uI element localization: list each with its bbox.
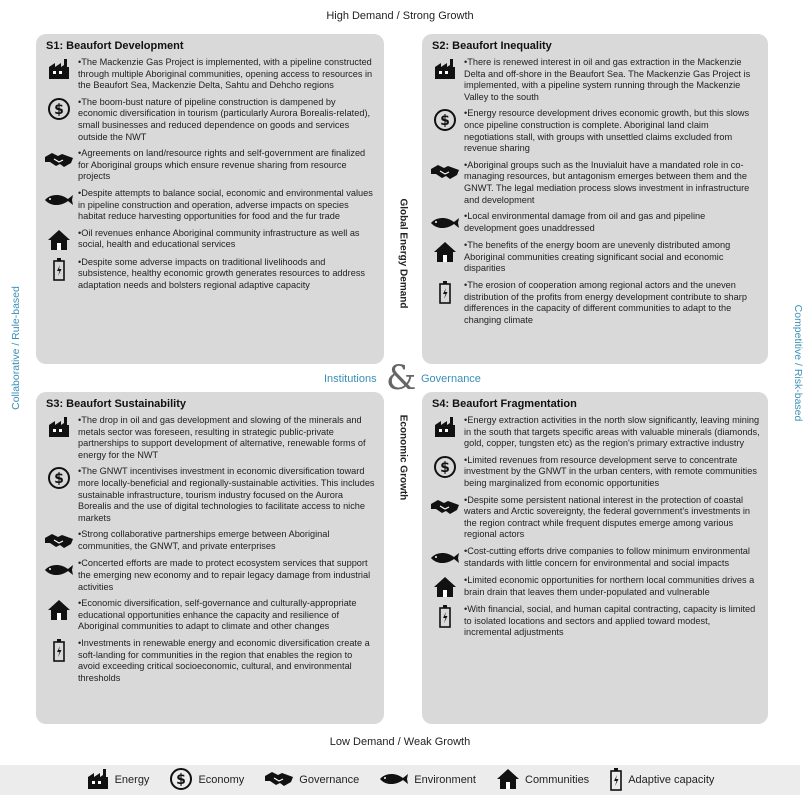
governance-icon xyxy=(430,495,460,519)
scenario-item xyxy=(44,466,376,524)
governance-icon xyxy=(44,529,74,553)
scenario-item xyxy=(430,415,760,450)
scenario-item xyxy=(44,257,376,292)
scenario-item xyxy=(430,495,760,541)
scenario-item xyxy=(430,240,760,275)
scenario-item xyxy=(430,604,760,639)
axis-label-right: Competitive / Risk-based xyxy=(792,304,804,422)
energy-icon xyxy=(430,415,460,439)
scenario-item-text: • With financial, social, and human capital contracting, capacity is limited to isolated locations and sectors and applied toward modest, incremental adjustments xyxy=(464,604,760,639)
scenario-item-text: • Oil revenues enhance Aboriginal community infrastructure as well as social, health and educational services xyxy=(78,228,376,251)
legend-item xyxy=(264,769,359,792)
quadrant-s3 xyxy=(36,392,384,724)
economy-icon xyxy=(44,97,74,121)
scenario-item-text: • Despite attempts to balance social, economic and environmental values in pipeline construction and operation, adverse impacts on species habitat reduce harvesting opportunities for food and the fur trade xyxy=(78,188,376,223)
economy-icon xyxy=(430,455,460,479)
legend-item xyxy=(169,767,244,794)
scenario-item-text: • Economic diversification, self-governance and culturally-appropriate educational opportunities enhance the capacity and resilience of Aboriginal communities to adapt to climate and other changes xyxy=(78,598,376,633)
scenario-item-text: • Cost-cutting efforts drive companies to follow minimum environmental standards with little concern for environmental and social impacts xyxy=(464,546,760,569)
svg-text:$: $ xyxy=(176,771,187,788)
svg-text:$: $ xyxy=(440,113,450,130)
scenario-item xyxy=(44,415,376,461)
adaptive-icon xyxy=(430,280,460,304)
center-axis-top: Global Energy Demand xyxy=(397,198,409,309)
governance-icon xyxy=(264,769,294,792)
quadrant-title: S2: Beaufort Inequality xyxy=(432,40,552,52)
svg-text:$: $ xyxy=(440,459,450,476)
quadrant-s1 xyxy=(36,34,384,364)
legend xyxy=(0,765,800,795)
scenario-item xyxy=(430,160,760,206)
scenario-item-text: • Investments in renewable energy and economic diversification create a soft-landing for communities in the region that enables the region to avoid exceeding critical socioeconomic, cultural, and environmental thresholds xyxy=(78,638,376,684)
scenario-item xyxy=(430,108,760,154)
scenario-item xyxy=(44,148,376,183)
scenario-item xyxy=(44,228,376,252)
scenario-item xyxy=(430,575,760,599)
scenario-item-text: • Aboriginal groups such as the Inuvialuit have a mandated role in co-managing resources, but antagonism emerges between them and the GNWT. The legal mediation process slows investment in infrastructure and development xyxy=(464,160,760,206)
scenario-item-text: • Energy resource development drives economic growth, but this slows once pipeline construction is complete. Aboriginal land claim negotiations stall, with groups with unsettled claims excluded from revenue sharing xyxy=(464,108,760,154)
scenario-item xyxy=(44,188,376,223)
scenario-item-text: • The boom-bust nature of pipeline construction is dampened by economic diversification in tourism (particularly Aurora Borealis-related), small businesses and reduced dependence on goods and services outside the NWT xyxy=(78,97,376,143)
scenario-item-text: • Limited economic opportunities for northern local communities drives a brain drain that leaves them under-populated and vulnerable xyxy=(464,575,760,598)
scenario-item xyxy=(430,211,760,235)
scenario-item xyxy=(44,598,376,633)
scenario-item xyxy=(430,280,760,326)
scenario-item xyxy=(430,546,760,570)
environment-icon xyxy=(379,771,409,790)
communities-icon xyxy=(44,228,74,252)
environment-icon xyxy=(44,558,74,582)
axis-label-top: High Demand / Strong Growth xyxy=(326,10,474,22)
scenario-item xyxy=(430,57,760,103)
axis-label-left: Collaborative / Rule-based xyxy=(10,286,22,410)
adaptive-icon xyxy=(609,767,623,794)
communities-icon xyxy=(44,598,74,622)
scenario-item-text: • Despite some persistent national interest in the protection of coastal waters and Arctic sovereignty, the federal government's investments in the region contract while frequent disputes emerge among various regional actors xyxy=(464,495,760,541)
legend-label: Adaptive capacity xyxy=(628,774,715,786)
scenario-item-text: • Limited revenues from resource development serve to concentrate investment by the GNWT in the urban centers, with remote communities being marginalized from economic opportunities xyxy=(464,455,760,490)
scenario-item-text: • The erosion of cooperation among regional actors and the uneven distribution of the profits from energy development contribute to sharp differences in the capacity of different communities to adapt to the changing climate xyxy=(464,280,760,326)
communities-icon xyxy=(430,240,460,264)
energy-icon xyxy=(44,415,74,439)
scenario-item-text: • Agreements on land/resource rights and self-government are finalized for Aboriginal groups which ensure revenue sharing from resource projects xyxy=(78,148,376,183)
communities-icon xyxy=(496,768,520,793)
adaptive-icon xyxy=(44,257,74,281)
energy-icon xyxy=(44,57,74,81)
center-axis-bottom: Economic Growth xyxy=(397,414,409,501)
scenario-item-text: • Energy extraction activities in the north slow significantly, leaving mining in the south that targets specific areas with valuable minerals (diamonds, gold, copper, tungsten etc) as the region's primary extractive industry xyxy=(464,415,760,450)
scenario-item-text: • Despite some adverse impacts on traditional livelihoods and subsistence, healthy economic growth generates resources to address adaptation needs and bolsters regional adaptive capacity xyxy=(78,257,376,292)
environment-icon xyxy=(430,546,460,570)
scenario-item-text: • There is renewed interest in oil and gas extraction in the Mackenzie Delta and off-shore in the Beaufort Sea. The Mackenzie Gas Project is implemented, with a pipeline system running through the Mackenzie Valley to the south xyxy=(464,57,760,103)
scenario-item xyxy=(44,97,376,143)
environment-icon xyxy=(44,188,74,212)
quadrant-s4 xyxy=(422,392,768,724)
governance-icon xyxy=(430,160,460,184)
legend-item xyxy=(609,767,714,794)
scenario-item-text: • The GNWT incentivises investment in economic diversification toward more locally-beneficial and regionally-sustainable activities. This includes sustainable infrastructure, tourism industry focused on the Aurora Borealis and the use of digital technologies to facilitate access to niche markets xyxy=(78,466,376,524)
center-axis-left: Institutions xyxy=(324,373,377,385)
energy-icon xyxy=(86,768,110,793)
scenario-item-text: • The drop in oil and gas development and slowing of the minerals and metals sector was foreseen, resulting in strategic public-private partnerships to support development of alternative, renewable forms of energy for the NWT xyxy=(78,415,376,461)
quadrant-title: S4: Beaufort Fragmentation xyxy=(432,398,577,410)
scenario-item xyxy=(44,529,376,553)
energy-icon xyxy=(430,57,460,81)
quadrant-s2 xyxy=(422,34,768,364)
adaptive-icon xyxy=(44,638,74,662)
scenario-item-text: • The benefits of the energy boom are unevenly distributed among Aboriginal communities creating significant social and economic disparities xyxy=(464,240,760,275)
governance-icon xyxy=(44,148,74,172)
scenario-item xyxy=(44,558,376,593)
scenario-item-text: • The Mackenzie Gas Project is implemented, with a pipeline constructed through multiple Aboriginal communities, opening access to resources in the Beaufort Sea, Mackenzie Delta, Sahtu and Dehcho regions xyxy=(78,57,376,92)
legend-item xyxy=(379,771,476,790)
legend-item xyxy=(86,768,150,793)
scenario-item-text: • Concerted efforts are made to protect ecosystem services that support the emerging new economy and to repair legacy damage from industrial activities xyxy=(78,558,376,593)
svg-text:$: $ xyxy=(54,471,64,488)
economy-icon xyxy=(169,767,193,794)
scenario-item xyxy=(430,455,760,490)
scenario-item-text: • Local environmental damage from oil and gas and pipeline development goes unaddressed xyxy=(464,211,760,234)
environment-icon xyxy=(430,211,460,235)
legend-label: Economy xyxy=(198,774,245,786)
quadrant-title: S1: Beaufort Development xyxy=(46,40,184,52)
economy-icon xyxy=(430,108,460,132)
axis-label-bottom: Low Demand / Weak Growth xyxy=(329,736,471,748)
adaptive-icon xyxy=(430,604,460,628)
legend-label: Communities xyxy=(525,774,590,786)
scenario-item xyxy=(44,638,376,684)
legend-label: Environment xyxy=(414,774,476,786)
legend-item xyxy=(496,768,589,793)
svg-text:$: $ xyxy=(54,101,64,118)
communities-icon xyxy=(430,575,460,599)
legend-label: Energy xyxy=(114,774,150,786)
scenario-item-text: • Strong collaborative partnerships emerge between Aboriginal communities, the GNWT, and private enterprises xyxy=(78,529,376,552)
legend-label: Governance xyxy=(299,774,360,786)
scenario-item xyxy=(44,57,376,92)
economy-icon xyxy=(44,466,74,490)
quadrant-title: S3: Beaufort Sustainability xyxy=(46,398,186,410)
center-ampersand: & xyxy=(386,358,417,398)
center-axis-right: Governance xyxy=(421,373,481,385)
